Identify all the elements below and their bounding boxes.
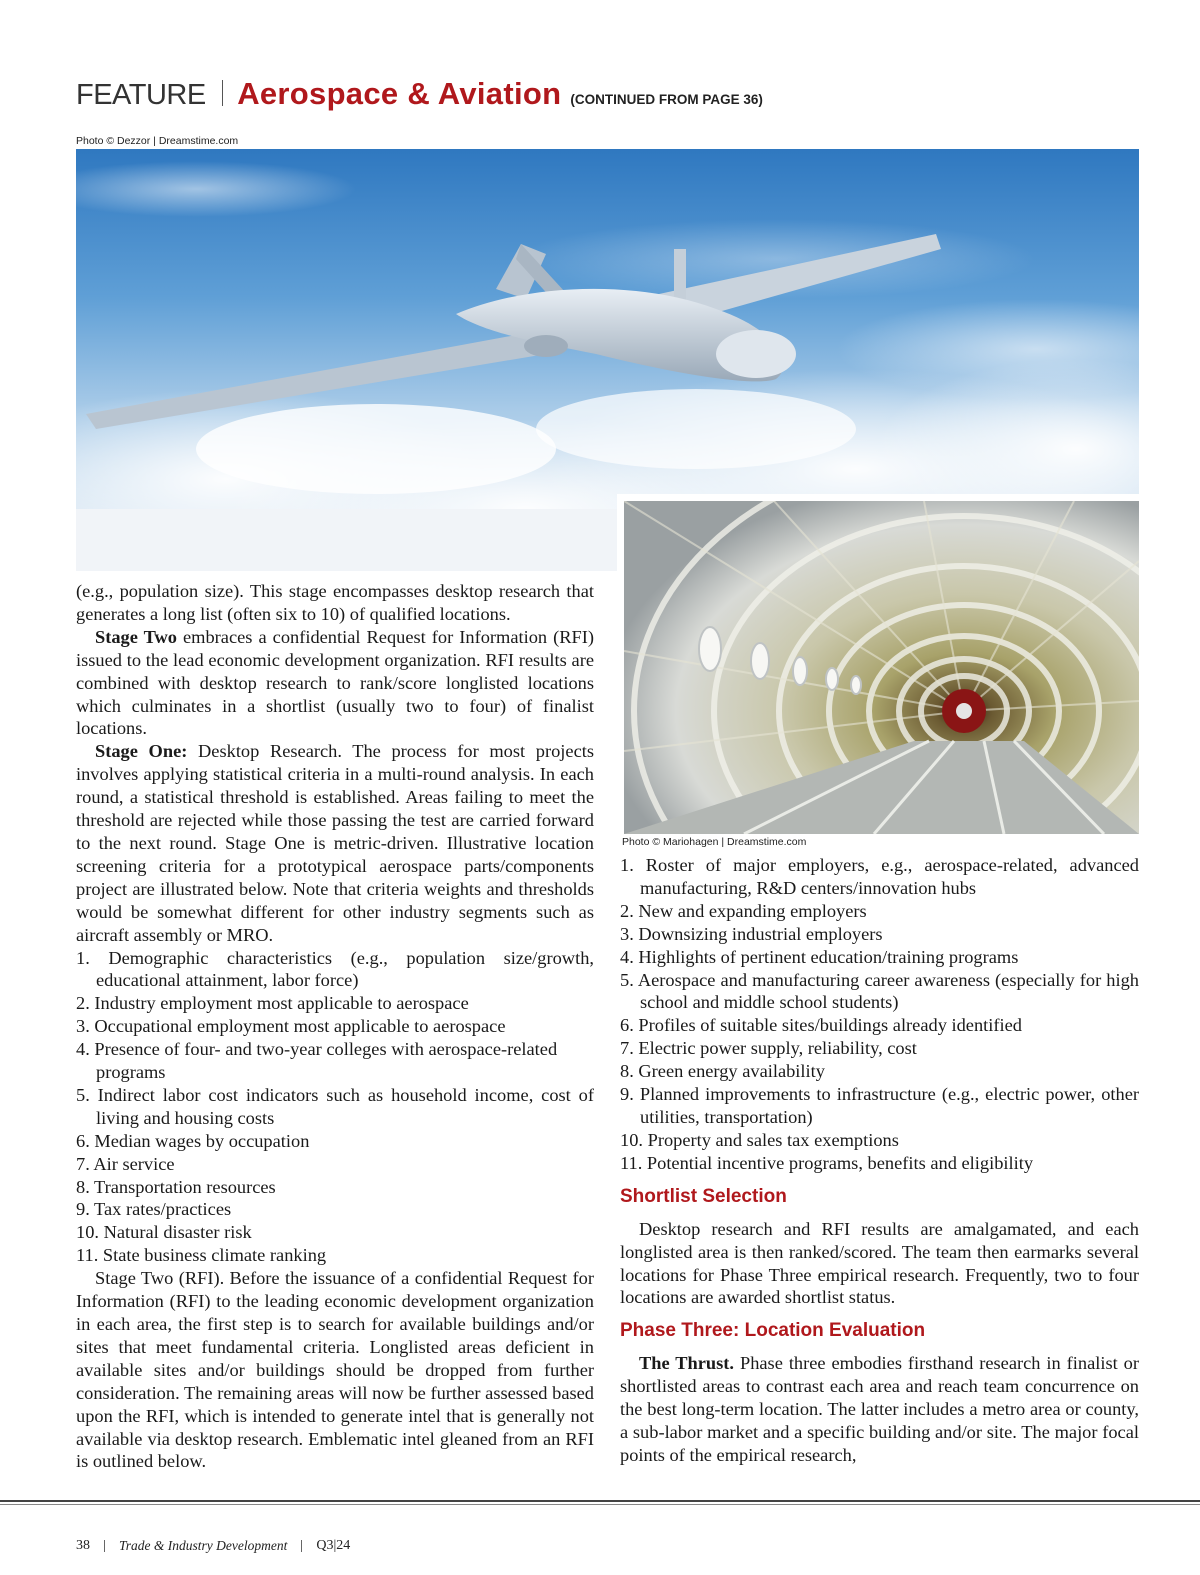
body-paragraph — [620, 1352, 1139, 1467]
body-paragraph: Stage Two (RFI). Before the issuance of a confidential Request for Information (RFI) to the leading economic development organization in each area, the first step is to search for available buildings and/or sites that meet fundamental criteria. Longlisted areas deficient in available sites and/or buildings should be dropped from further consideration. The remaining areas will now be further assessed based upon the RFI, which is intended to generate intel that is generally not available via desktop research. Emblematic intel gleaned from an RFI is outlined below. — [76, 1268, 594, 1472]
list-item: 7. Electric power supply, reliability, cost — [620, 1038, 917, 1059]
list-item: 4. Highlights of pertinent education/training programs — [620, 946, 1019, 967]
list-item: 2. New and expanding employers — [620, 900, 867, 921]
drone-photo-credit: Photo © Dezzor | Dreamstime.com — [76, 135, 239, 147]
list-item: 5. Indirect labor cost indicators such as household income, cost of living and housing costs — [76, 1084, 594, 1128]
footer-divider — [104, 1540, 105, 1552]
body-paragraph: Desktop research and RFI results are amalgamated, and each longlisted area is then ranked/scored. The team then earmarks several locations for Phase Three empirical research. Frequently, two to four locations are awarded shortlist status. — [620, 1218, 1139, 1308]
list-item: 6. Profiles of suitable sites/buildings already identified — [620, 1015, 1022, 1036]
section-subhead: Shortlist Selection — [620, 1185, 787, 1207]
list-item: 2. Industry employment most applicable to aerospace — [76, 993, 469, 1014]
page-number: 38 — [76, 1538, 90, 1553]
section-subhead: Phase Three: Location Evaluation — [620, 1320, 926, 1342]
feature-title: Aerospace & Aviation — [237, 76, 562, 111]
paragraph-text: Desktop Research. The process for most projects involves applying statistical criteria in a multi-round analysis. In each round, a statistical threshold is established. Areas failing to meet the threshold are rejected while those passing the test are carried forward to the next round. Stage One is metric-driven. Illustrative location screening criteria for a prototypical aerospace parts/components project are illustrated below. Note that criteria weights and thresholds would be somewhat different for other industry segments such as aircraft assembly or MRO. — [76, 741, 594, 945]
footer-rule — [0, 1500, 1200, 1502]
list-item: 8. Transportation resources — [76, 1176, 276, 1197]
feature-header — [76, 76, 763, 116]
body-paragraph — [76, 626, 594, 741]
list-item: 1. Demographic characteristics (e.g., population size/growth, educational attainment, labor force) — [76, 947, 594, 991]
left-column — [76, 580, 594, 1473]
list-item: 4. Presence of four- and two-year colleges with aerospace-related programs — [76, 1039, 558, 1083]
right-column — [620, 854, 1139, 1467]
header-divider — [222, 80, 224, 106]
issue-label: Q3|24 — [316, 1538, 351, 1553]
body-paragraph — [76, 740, 594, 946]
continued-note: (CONTINUED FROM PAGE 36) — [570, 92, 763, 107]
page-footer — [76, 1538, 350, 1554]
list-item: 7. Air service — [76, 1153, 175, 1174]
footer-rule-thin — [0, 1504, 1200, 1505]
fuselage-photo-credit: Photo © Mariohagen | Dreamstime.com — [622, 836, 807, 848]
list-item: 9. Planned improvements to infrastructure (e.g., electric power, other utilities, transportation) — [620, 1084, 1139, 1127]
list-item: 11. State business climate ranking — [76, 1245, 327, 1266]
list-item: 10. Property and sales tax exemptions — [620, 1129, 899, 1150]
fuselage-photo — [624, 501, 1139, 834]
paragraph-text: Phase three embodies firsthand research in finalist or shortlisted areas to contrast each area and reach team concurrence on the best long-term location. The latter includes a metro area or county, a sub-labor market and a specific building and/or site. The major focal points of the empirical research, — [620, 1353, 1140, 1465]
list-item: 10. Natural disaster risk — [76, 1222, 252, 1243]
list-item: 8. Green energy availability — [620, 1061, 825, 1082]
list-item: 3. Downsizing industrial employers — [620, 923, 883, 944]
list-item: 11. Potential incentive programs, benefits and eligibility — [620, 1152, 1034, 1173]
paragraph-text: embraces a confidential Request for Information (RFI) issued to the lead economic development organization. RFI results are combined with desktop research to rank/score longlisted locations which culminates in a shortlist (usually two to four) of finalist locations. — [76, 626, 594, 739]
list-item: 6. Median wages by occupation — [76, 1130, 310, 1151]
list-item: 3. Occupational employment most applicable to aerospace — [76, 1016, 506, 1037]
section-kicker: FEATURE — [76, 79, 206, 111]
list-item: 9. Tax rates/practices — [76, 1199, 232, 1220]
run-in-heading: The Thrust. — [639, 1353, 735, 1374]
footer-divider — [301, 1540, 302, 1552]
body-paragraph: (e.g., population size). This stage encompasses desktop research that generates a long list (often six to 10) of qualified locations. — [76, 581, 594, 624]
run-in-heading: Stage Two — [95, 626, 177, 647]
list-item: 1. Roster of major employers, e.g., aerospace-related, advanced manufacturing, R&D centers/innovation hubs — [620, 855, 1139, 898]
list-item: 5. Aerospace and manufacturing career awareness (especially for high school and middle school students) — [620, 969, 1139, 1013]
magazine-name: Trade & Industry Development — [119, 1538, 288, 1553]
run-in-heading: Stage One: — [95, 741, 188, 762]
